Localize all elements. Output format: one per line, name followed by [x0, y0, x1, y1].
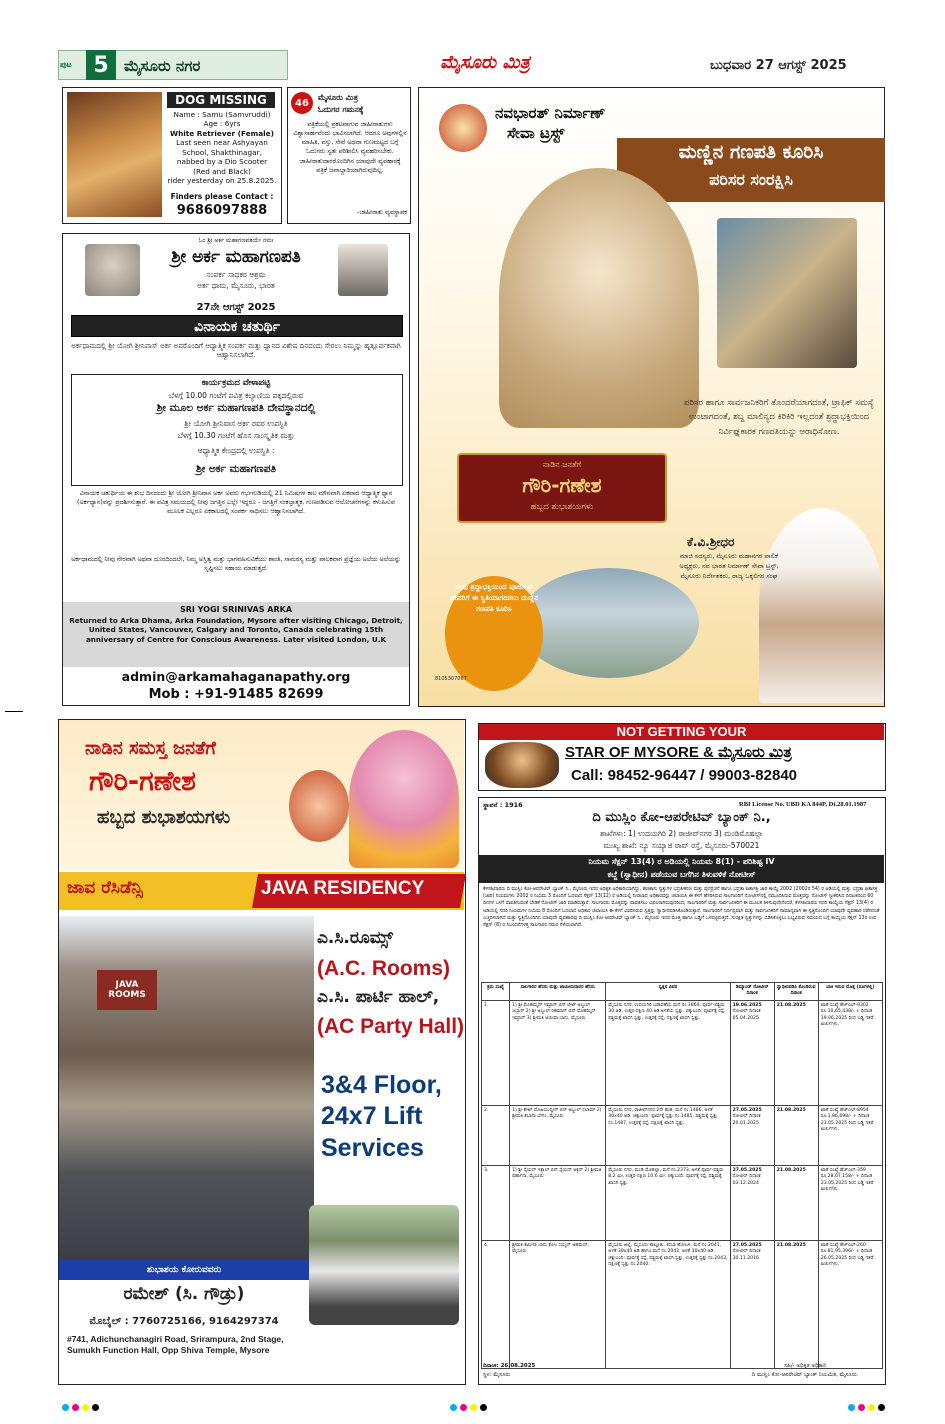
notice-date: 27.05.2025 — [732, 1107, 762, 1113]
bank-established: ಸ್ಥಾಪನೆ : 1916 — [483, 801, 523, 809]
arka-meditation-text: ವಿನಾಯಕ ಚತುರ್ಥಿಯ ಈ ಶುಭ ದಿನದಂದು ಶ್ರೀ ಯೋಗಿ ಶ್ರೀನಿವಾಸ ಅರ್ಕ ಅವರು ಗರ್ಭಗುಡಿಯಲ್ಲಿ 21 ನಿಮಿಷಗಳ ಕಾಲ ಮೌನವಾಗಿ ಏಕವಾದ ಆಧ್ಯಾತ್ಮಿಕ ಧ್ಯಾನ (ಅರ್ಕಧ್ಯಾನ)ವನ್ನು ಪ್ರದರ್ಶಿಸುತ್ತಾರೆ. ಈ ಪವಿತ್ರ ಸಮಯದಲ್ಲಿ ನೀವು ಜಗತ್ತಿನ ಎಲ್ಲೇ ಇದ್ದರೂ - ಜಗತ್ತಿಗೆ ಸಂಕಲ್ಪಾತ್ಮಕ, ಗುಣಪಡಿಸುವ ಆಲೋಚನೆಗಳನ್ನು ಕಳುಹಿಸುವ ಮೂಲಕ ಎಲ್ಲರೂ ಏಕಕಾಲದಲ್ಲಿ ಸಂಪರ್ಕ ಸಾಧಿಸಲು ಆಹ್ವಾನಿಸಲಾಗಿದೆ. — [77, 490, 395, 516]
owner-name: ರಮೇಶ್ (ಸಿ. ಗೌಡ್ರು) — [123, 1284, 245, 1304]
schedule-venue: ಶ್ರೀ ಮೂಲ ಅರ್ಕ ಮಹಾಗಣಪತಿ ದೇವಸ್ಥಾನದಲ್ಲಿ — [156, 402, 316, 414]
notice-date: ದಿನಾಂಕ: 26.08.2025 — [483, 1363, 536, 1369]
dog-missing-title: DOG MISSING — [167, 92, 275, 108]
property-cell: ಮೈಸೂರು ಜಿಲ್ಲೆ, ಮೈಸೂರು ತಾಲ್ಲೂಕು, ಕಸಬಾ ಹೋಬಳಿ, ಮನೆ ನಂ.2041, ಅಳತೆ 30x40 ಅಡಿ ಹಾಗೂ ಮನೆ ನಂ.2042, ಅಳತೆ 30x40 ಅಡಿ. ಚಕ್ಕುಬಂದಿ: ಪೂರ್ವಕ್ಕೆ ರಸ್ತೆ, ಪಶ್ಚಿಮಕ್ಕೆ ಖಾಸಗಿ ಸ್ವತ್ತು, ಉತ್ತರಕ್ಕೆ ಸ್ವತ್ತು ನಂ.2043, ದಕ್ಷಿಣಕ್ಕೆ ಸ್ವತ್ತು ನಂ.2040. — [606, 1240, 730, 1368]
registration-dots-center — [450, 1404, 487, 1411]
notice-title: ಕಬ್ಜೆ (ಸ್ವಾಧೀನ) ಪಡೆಯುವ ಬಗೆಗಿನ ತಿಳುವಳಿಕೆ ನೋಟೀಸ್ — [607, 870, 756, 879]
dog-detail-line: rider yesterday on 25.8.2025. — [167, 176, 277, 186]
col-notice-date: ಡಿಮ್ಯಾಂಡ್ ನೋಟೀಸ್ ದಿನಾಂಕ — [730, 983, 774, 1001]
notice-date-cell — [730, 1240, 774, 1368]
serial-cell: 3. — [482, 1165, 510, 1240]
owner-photo — [309, 1205, 459, 1325]
borrowers-table — [481, 982, 883, 1369]
schedule-line: ಬೆಳಗ್ಗೆ 10.00 ಗಂಟೆಗೆ ಪವಿತ್ರ ಕಲ್ಯಾಣಿಯ ಪಕ್ಕದಲ್ಲಿರುವ — [168, 391, 304, 400]
col-property: ಸ್ವತ್ತಿನ ವಿವರ — [606, 983, 730, 1001]
notice-title: ಓದುಗರ ಗಮನಕ್ಕೆ — [318, 105, 364, 114]
borrower-cell: 1) ಶ್ರೀ ಮೊಹಮ್ಮದ್ ಇಮ್ರಾನ್ ಬಿನ್ ಲೇಟ್ ಅಬ್ದುಲ್ ಜಬ್ಬಾರ್ 2) ಶ್ರೀ ಅಬ್ದುಲ್ ರಹಮಾನ್ ಬಿನ್ ಮೊಹಮ್ಮದ್ ಇಮ್ರಾನ್ 3) ಶ್ರೀಮತಿ ಆಯಿಷಾ ಬಾನು, ಮೈಸೂರು — [510, 1000, 606, 1105]
bio-name: SRI YOGI SRINIVAS ARKA — [179, 605, 293, 614]
eco-message: ಪರಿಸರ ಹಾಗೂ ಸಾರ್ವಜನಿಕರಿಗೆ ತೊಂದರೆಯಾಗದಂತೆ, ಟ್ರಾಫಿಕ್ ಸಮಸ್ಯೆ ಉಂಟಾಗದಂತೆ, ಶಬ್ದ ಮಾಲಿನ್ಯದ ಕಿರಿಕಿರಿ ಇಲ್ಲದಂತೆ ಶ್ರದ್ಧಾಭಕ್ತಿಯಿಂದ ನಿರ್ವಿಘ್ನಕಾರಕ ಗಣಪತಿಯನ್ನು ಆರಾಧಿಸೋಣ. — [684, 398, 874, 437]
notice-date: 19.06.2025 — [732, 1002, 762, 1008]
notice-signature: -ಜಾಹೀರಾತು ವ್ಯವಸ್ಥಾಪಕ — [357, 209, 407, 216]
black-dot — [92, 1404, 99, 1411]
owner-mobile: ಮೊಬೈಲ್ : 7760725166, 9164297374 — [89, 1316, 279, 1327]
amount-cell: ಖಾತೆ ಸಂಖ್ಯೆ ಹೆಚ್‌ಎಲ್-260 ರೂ.81,95,396/- + ದಿನಾಂಕ 26.05.2025 ರಿಂದ ಬಡ್ಡಿ ಇತರೆ ಖರ್ಚುಗಳು. — [818, 1240, 882, 1368]
table-row — [482, 1105, 883, 1165]
possession-date-cell: 21.08.2025 — [774, 1240, 818, 1368]
arka-location: ಅರ್ಕ ಧಾಮ, ಮೈಸೂರು, ಭಾರತ — [197, 281, 275, 290]
table-row — [482, 1240, 883, 1368]
table-row — [482, 1000, 883, 1105]
notice-brand: ಮೈಸೂರು ಮಿತ್ರ — [318, 93, 358, 102]
notice-sub: ನೋಟೀಸ್ ದಿನಾಂಕ 05.04.2025 — [732, 1009, 761, 1021]
issue-date: ಬುಧವಾರ 27 ಆಗಸ್ಟ್ 2025 — [710, 58, 847, 73]
wish-line-3: ಹಬ್ಬದ ಶುಭಾಶಯಗಳು — [530, 502, 594, 512]
magenta-dot — [460, 1404, 467, 1411]
party-hall-english: (AC Party Hall) — [317, 1015, 465, 1038]
notice-place: ಸ್ಥಳ: ಮೈಸೂರು — [483, 1372, 511, 1378]
schedule-line: ಆಧ್ಯಾತ್ಮಿಕ ಕೇಂದ್ರದಲ್ಲಿ ಉಪಸ್ಥಿತಿ : — [197, 446, 275, 455]
table-header-row — [482, 983, 883, 1001]
trust-logo-icon — [439, 104, 487, 152]
possession-date-cell: 21.08.2025 — [774, 1165, 818, 1240]
dog-photo — [67, 92, 162, 217]
notice-body: ಕೆಳಸಹಿದಾರರು ದಿ ಮುಸ್ಲಿಂ ಕೋ-ಆಪರೇಟಿವ್ ಬ್ಯಾಂಕ್ ನಿ., ಮೈಸೂರು ಇದರ ಅಧಿಕೃತ ಅಧಿಕಾರಿಯಾಗಿದ್ದು, ಹಣಕಾಸು ಸ್ವತ್ತುಗಳ ಭದ್ರತೀಕರಣ ಮತ್ತು ಪುನರ್ರಚನೆ ಹಾಗೂ ಭದ್ರತಾ ಹಿತಾಸಕ್ತಿ ಜಾರಿ ಕಾಯ್ದೆ 2002 (2002ರ 54) ರ ಅಡಿಯಲ್ಲಿ ಮತ್ತು ಭದ್ರತಾ ಹಿತಾಸಕ್ತಿ (ಜಾರಿ) ನಿಯಮಗಳು 2002 ರ ನಿಯಮ 3 ರೊಂದಿಗೆ ಓದಲಾದ ಸೆಕ್ಷನ್ 13(12) ರ ಅಡಿಯಲ್ಲಿ ನೀಡಲಾದ ಅಧಿಕಾರವನ್ನು ಚಲಾಯಿಸಿ ಈ ಕೆಳಗೆ ಹೆಸರಿಸಿರುವ ಸಾಲಗಾರರಿಗೆ ನೋಟೀಸ್‌ನಲ್ಲಿ ನಮೂದಿಸಿರುವ ಮೊತ್ತವನ್ನು ನೋಟೀಸ್ ಸ್ವೀಕರಿಸಿದ ದಿನಾಂಕದಿಂದ 60 ದಿನಗಳ ಒಳಗೆ ಪಾವತಿಸುವಂತೆ ಬೇಡಿಕೆ ನೋಟೀಸ್ ಜಾರಿ ಮಾಡಿರುತ್ತಾರೆ. ಸಾಲಗಾರರು ಮೊತ್ತವನ್ನು ಪಾವತಿಸಲು ವಿಫಲರಾಗಿರುವುದರಿಂದ, ಸಾಲಗಾರರಿಗೆ ಮತ್ತು ಸಾರ್ವಜನಿಕರಿಗೆ ಈ ಮೂಲಕ ತಿಳಿಸುವುದೇನೆಂದರೆ, ಕೆಳಸಹಿದಾರರು ಸದರಿ ಕಾಯ್ದೆಯ ಸೆಕ್ಷನ್ 13(4) ರ ಅಡಿಯಲ್ಲಿ ಸದರಿ ನಿಯಮಗಳ ನಿಯಮ 8 ರೊಂದಿಗೆ ಓದಲಾದ ಅಧಿಕಾರ ಚಲಾಯಿಸಿ ಈ ಕೆಳಗೆ ವಿವರಿಸಿರುವ ಸ್ವತ್ತನ್ನು ಸ್ವಾಧೀನಪಡಿಸಿಕೊಂಡಿರುತ್ತಾರೆ. ಸಾಲಗಾರರಿಗೆ ನಿರ್ದಿಷ್ಟವಾಗಿ ಮತ್ತು ಸಾರ್ವಜನಿಕರಿಗೆ ಸಾಮಾನ್ಯವಾಗಿ ಈ ಸ್ವತ್ತಿನೊಂದಿಗೆ ಯಾವುದೇ ವ್ಯವಹಾರ ನಡೆಸದಂತೆ ಎಚ್ಚರಿಸಲಾಗಿದೆ ಮತ್ತು ಸ್ವತ್ತಿನೊಂದಿಗಿನ ಯಾವುದೇ ವ್ಯವಹಾರವು ದಿ ಮುಸ್ಲಿಂ ಕೋ-ಆಪರೇಟಿವ್ ಬ್ಯಾಂಕ್ ನಿ., ಮೈಸೂರು ಇದರ ಮೊತ್ತ ಹಾಗೂ ಬಡ್ಡಿಗೆ ಒಳಪಟ್ಟಿರುತ್ತದೆ. ಸುರಕ್ಷಿತ ಸ್ವತ್ತುಗಳನ್ನು ಬಿಡಿಸಿಕೊಳ್ಳಲು ಲಭ್ಯವಿರುವ ಸಮಯದ ಬಗ್ಗೆ ಕಾಯ್ದೆಯ ಸೆಕ್ಷನ್ 13ರ ಉಪ ಸೆಕ್ಷನ್ (8) ರ ನಿಬಂಧನೆಗಳತ್ತ ಸಾಲಗಾರರ ಗಮನ ಸೆಳೆಯಲಾಗಿದೆ. — [483, 887, 880, 928]
notice-sub: ನೋಟೀಸ್ ದಿನಾಂಕ 03.12.2024 — [732, 1174, 761, 1186]
possession-date-cell: 21.08.2025 — [774, 1105, 818, 1165]
bank-address: ಮುಖ್ಯ ಶಾಖೆ: ನ್ಯೂ ಸಯ್ಯಾಜಿ ರಾವ್ ರಸ್ತೆ, ಮೈಸೂರು-570021 — [603, 841, 760, 850]
amount-cell: ಖಾತೆ ಸಂಖ್ಯೆ ಹೆಚ್‌ಎಲ್-9302 ರೂ.10,65,438/- + ದಿನಾಂಕ 19.06.2025 ರಿಂದ ಬಡ್ಡಿ ಇತರೆ ಖರ್ಚುಗಳು. — [818, 1000, 882, 1105]
property-cell: ಮೈಸೂರು ನಗರ, ಉದಯಗಿರಿ ಬಡಾವಣೆಯ ಮನೆ ನಂ.3864, ಪೂರ್ವ-ಪಶ್ಚಿಮ 30 ಅಡಿ, ಉತ್ತರ-ದಕ್ಷಿಣ 40 ಅಡಿ ಅಳತೆಯ ಸ್ವತ್ತು. ಚಕ್ಕುಬಂದಿ: ಪೂರ್ವಕ್ಕೆ ರಸ್ತೆ, ಪಶ್ಚಿಮಕ್ಕೆ ಖಾಸಗಿ ಸ್ವತ್ತು, ಉತ್ತರಕ್ಕೆ ರಸ್ತೆ, ದಕ್ಷಿಣಕ್ಕೆ ಖಾಸಗಿ ಸ್ವತ್ತು. — [606, 1000, 730, 1105]
masthead-logo: ಮೈಸೂರು ಮಿತ್ರ — [440, 52, 530, 73]
col-possession-date: ಸ್ವಾಧೀನಪಡಿಸಿ ಕೊಂಡಿರುವ ದಿನಾಂಕ — [774, 983, 818, 1001]
serial-cell: 2. — [482, 1105, 510, 1165]
schedule-venue: ಶ್ರೀ ಅರ್ಕ ಮಹಾಗಣಪತಿ — [195, 463, 277, 475]
gowri-image — [289, 770, 349, 842]
wish-line-2: ಗೌರಿ-ಗಣೇಶ — [522, 473, 602, 497]
notice-date: 27.05.2025 — [732, 1242, 762, 1248]
property-cell: ಮೈಸೂರು ನಗರ, ಮಂಡಿ ಮೊಹಲ್ಲಾ, ಮನೆ ನಂ.2373, ಅಳತೆ ಪೂರ್ವ-ಪಶ್ಚಿಮ 8.2 ಮೀ, ಉತ್ತರ-ದಕ್ಷಿಣ 10.6 ಮೀ. ಚಕ್ಕುಬಂದಿ: ಪೂರ್ವಕ್ಕೆ ರಸ್ತೆ, ಪಶ್ಚಿಮಕ್ಕೆ ಖಾಸಗಿ ಸ್ವತ್ತು. — [606, 1165, 730, 1240]
amount-cell: ಖಾತೆ ಸಂಖ್ಯೆ ಹೆಚ್‌ಎಲ್-359 ರೂ.28,07,158/- + ದಿನಾಂಕ 23.05.2025 ರಿಂದ ಬಡ್ಡಿ ಇತರೆ ಖರ್ಚುಗಳು. — [818, 1165, 882, 1240]
col-serial: ಕ್ರಮ ಸಂಖ್ಯೆ — [482, 983, 510, 1001]
readers-notice — [287, 87, 411, 224]
brand-name-english: JAVA RESIDENCY — [261, 878, 425, 899]
arka-mahaganapathi-ad — [62, 233, 410, 706]
dog-name-line: Name : Samu (Samvruddi) — [173, 110, 271, 119]
greeting-from-bar: ಶುಭಾಶಯ ಕೋರುವವರು — [59, 1260, 309, 1280]
arka-participation-text: ಅರ್ಕಧಾಮದಲ್ಲಿ ನೀವು ನೇರವಾಗಿ ಅಥವಾ ದೂರದಿಂದಲೇ, ನಿಮ್ಮ ಅಸ್ತಿತ್ವ ಮತ್ತು ಭಾಗವಹಿಸುವಿಕೆಯು ಶಾಂತಿ, ಸಾಮರಸ್ಯ ಮತ್ತು ಪಾಲಕವಾಗ ಪ್ರಜ್ಞೆಯ ಅಲೆಯ ಅಲೆಯನ್ನು ಸೃಷ್ಟಿಸಲು ಸಹಾಯ ಮಾಡುತ್ತದೆ. — [71, 556, 401, 573]
bubble-text: ನಾವು ಶ್ರದ್ಧಾಭಕ್ತಿಯಿಂದ ಪೂಜಿಸುವ ದೇವರಿಗೆ ಈ ಸ್ಥಿತಿಯಾಗದಿರಲು ಮಣ್ಣಿನ ಗಣಪತಿ ಕೂರಿಸಿ — [449, 582, 539, 613]
arka-mobile: Mob : +91-91485 82699 — [148, 687, 324, 702]
leader-portrait — [759, 508, 884, 703]
dog-finders-label: Finders please Contact : — [170, 192, 274, 201]
dog-detail-line: School, Shakthinagar, — [182, 147, 262, 157]
arka-blessing: ಓಂ ಶ್ರೀ ಅರ್ಕ ಮಹಾಗಣಪತಯೇ ನಮಃ — [198, 237, 274, 244]
leader-role: ಮಾಜಿ ಸದಸ್ಯರು, ಮೈಸೂರು ಮಹಾನಗರ ಪಾಲಿಕೆ ಅಧ್ಯಕ್ಷರು, ನವ ಭಾರತ ನಿರ್ಮಾಣ್ ಸೇವಾ ಟ್ರಸ್ಟ್, ಮೈಸೂರು ನಿರ್ದೇಶಕರು, ರಾಜ್ಯ ಒಕ್ಕಲಿಗರ ಸಂಘ — [679, 552, 779, 580]
bank-license: RBI License No. UBD KA 844P, Dt.28.01.1987 — [739, 801, 867, 808]
bank-possession-notice — [478, 797, 886, 1385]
leader-name: ಕೆ.ವಿ.ಶ್ರೀಧರ — [687, 535, 735, 549]
rooms-signboard: JAVA ROOMS — [97, 970, 157, 1010]
anniversary-badge: 46 — [291, 92, 313, 114]
dog-details — [167, 110, 277, 186]
section-name: ಮೈಸೂರು ನಗರ — [124, 57, 201, 75]
event-photo — [717, 218, 857, 368]
col-borrower: ಸಾಲಗಾರರ ಹೆಸರು ಮತ್ತು ಜಾಮೀನುದಾರರ ಹೆಸರು — [510, 983, 606, 1001]
notice-date: 27.05.2025 — [732, 1167, 762, 1173]
serial-cell: 4. — [482, 1240, 510, 1368]
headline-line-2: ಪರಿಸರ ಸಂರಕ್ಷಿಸಿ — [709, 170, 793, 189]
registration-dots-right — [848, 1404, 885, 1411]
amount-cell: ಖಾತೆ ಸಂಖ್ಯೆ ಹೆಚ್‌ಎಲ್-8954 ರೂ.1,86,698/- + ದಿನಾಂಕ 23.05.2025 ರಿಂದ ಬಡ್ಡಿ ಇತರೆ ಖರ್ಚುಗಳು. — [818, 1105, 882, 1165]
navabharat-trust-ad — [418, 87, 885, 707]
cyan-dot — [848, 1404, 855, 1411]
magenta-dot — [858, 1404, 865, 1411]
black-dot — [878, 1404, 885, 1411]
possession-date-cell: 21.08.2025 — [774, 1000, 818, 1105]
ac-rooms-english: (A.C. Rooms) — [317, 957, 450, 980]
party-hall-kannada: ಎ.ಸಿ. ಪಾರ್ಟಿ ಹಾಲ್, — [317, 987, 440, 1007]
java-residency-ad — [58, 719, 466, 1385]
hotel-building-photo — [59, 916, 314, 1261]
bio-text: Returned to Arka Dhama, Arka Foundation, Mysore after visiting Chicago, Detroit, United States, Vancouver, Calgary and Toronto, Canada celebrating 15th anniversary of Centre for Conscious Awareness. Later visited London, U.K — [69, 616, 403, 644]
property-cell: ಮೈಸೂರು ನಗರ, ರಾಜೀವ್‌ನಗರ 2ನೇ ಹಂತ, ಮನೆ ನಂ.1486, ಅಳತೆ 30x40 ಅಡಿ. ಚಕ್ಕುಬಂದಿ: ಪೂರ್ವಕ್ಕೆ ಸ್ವತ್ತು ನಂ.1485, ಪಶ್ಚಿಮಕ್ಕೆ ಸ್ವತ್ತು ನಂ.1487, ಉತ್ತರಕ್ಕೆ ರಸ್ತೆ, ದಕ್ಷಿಣಕ್ಕೆ ಖಾಸಗಿ ಸ್ವತ್ತು. — [606, 1105, 730, 1165]
arka-subtitle: ಸಂಪರ್ಕ ಸಾಧಕರ ಆಶ್ರಮ — [206, 270, 266, 279]
black-dot — [480, 1404, 487, 1411]
greeting-line-3: ಹಬ್ಬದ ಶುಭಾಶಯಗಳು — [97, 807, 231, 828]
page-word: ಪುಟ — [60, 60, 72, 69]
borrower-cell: 1) ಶ್ರೀ ಶೇಖ್ ಮೊಹಿಯುದ್ದೀನ್ ಬಿನ್ ಅಬ್ದುಲ್ ಸಲಾಮ್ 2) ಶ್ರೀಮತಿ ಶಬಾನಾ ಬೇಗಂ, ಮೈಸೂರು — [510, 1105, 606, 1165]
bank-branches: ಶಾಖೆಗಳು: 1) ಉದಯಗಿರಿ 2) ರಾಜೀವ್‌ನಗರ 3) ಮಂಡಿಮೊಹಲ್ಲಾ — [600, 829, 763, 838]
serial-cell: 1. — [482, 1000, 510, 1105]
schedule-line: ಬೆಳಗ್ಗೆ 10.30 ಗಂಟೆಗೆ ಹೊಸ ಸಾಂಸ್ಕೃತಿಕ ಮತ್ತು — [177, 431, 295, 440]
greeting-line-2: ಗೌರಿ-ಗಣೇಶ — [89, 766, 196, 797]
dog-missing-ad — [62, 87, 282, 224]
bank-name: ದಿ ಮುಸ್ಲಿಂ ಕೋ-ಆಪರೇಟಿವ್ ಬ್ಯಾಂಕ್ ನಿ., — [592, 810, 771, 825]
col-amount: ಬಾಕಿ ಇರುವ ಮೊತ್ತ (ರೂಗಳಲ್ಲಿ) — [818, 983, 882, 1001]
cyan-dot — [450, 1404, 457, 1411]
dog-age-line: Age : 6yrs — [203, 119, 241, 129]
schedule-line: ಶ್ರೀ ಯೋಗಿ ಶ್ರೀನಿವಾಸ ಅರ್ಕ ರವರ ಉಪಸ್ಥಿತಿ — [184, 419, 288, 428]
dog-detail-line: (Red and Black) — [193, 166, 251, 176]
table-row — [482, 1165, 883, 1240]
arka-title: ಶ್ರೀ ಅರ್ಕ ಮಹಾಗಣಪತಿ — [171, 247, 301, 267]
som-call-numbers: Call: 98452-96447 / 99003-82840 — [571, 767, 798, 784]
notice-date-cell — [730, 1165, 774, 1240]
ganesha-image — [349, 730, 459, 868]
dog-breed-line: White Retriever (Female) — [170, 128, 274, 138]
yellow-dot — [868, 1404, 875, 1411]
floor-lift-services: 3&4 Floor, 24x7 Lift Services — [321, 1071, 442, 1162]
arka-date: 27ನೇ ಆಗಸ್ಟ್ 2025 — [196, 302, 276, 313]
notice-sub: ನೋಟೀಸ್ ದಿನಾಂಕ 20.01.2025 — [732, 1114, 761, 1126]
mascot-icon — [485, 742, 559, 788]
brand-name-kannada: ಜಾವ ರೆಸಿಡೆನ್ಸಿ — [67, 878, 143, 898]
som-banner: NOT GETTING YOUR — [479, 724, 884, 740]
festival-banner: ವಿನಾಯಕ ಚತುರ್ಥಿ — [71, 315, 403, 337]
yellow-dot — [470, 1404, 477, 1411]
magenta-dot — [72, 1404, 79, 1411]
borrower-cell: 1) ಶ್ರೀ ಸೈಯದ್ ಇಕ್ಬಾಲ್ ಬಿನ್ ಸೈಯದ್ ಅಕ್ಬರ್ 2) ಶ್ರೀಮತಿ ಫರ್ಹಾನಾ, ಮೈಸೂರು — [510, 1165, 606, 1240]
borrower-cell: ಶ್ರೀಮತಿ ಶಮೀನಾ ಬಾನು ಕೋಂ ಸಯ್ಯದ್ ಅಹಮದ್, ಮೈಸೂರು — [510, 1240, 606, 1368]
notice-text: ಪತ್ರಿಕೆಯಲ್ಲಿ ಪ್ರಕಟವಾಗುವ ಜಾಹೀರಾತುಗಳು ವಿಶ್ವಾಸಾರ್ಹವೆಂದು ಭಾವಿಸಲಾಗಿದೆ. ಆದರೂ ಅವುಗಳಲ್ಲಿನ ಮಾಹಿತಿ, ವಸ್ತು, ಸೇವೆ ಅಥವಾ ಗುಣಮಟ್ಟದ ಬಗ್ಗೆ ಓದುಗರು ಸ್ವತಃ ಪರಿಶೀಲಿಸಿ ವ್ಯವಹರಿಸಬೇಕು. ಜಾಹೀರಾತುದಾರರೊಂದಿಗಿನ ಯಾವುದೇ ವ್ಯವಹಾರಕ್ಕೆ ಪತ್ರಿಕೆ ಜವಾಬ್ದಾರಿಯಾಗಿರುವುದಿಲ್ಲ. — [293, 121, 407, 174]
arka-email: admin@arkamahaganapathy.org — [121, 669, 351, 684]
bank-signature: ದಿ ಮುಸ್ಲಿಂ ಕೋ-ಆಪರೇಟಿವ್ ಬ್ಯಾಂಕ್ ನಿಯಮಿತ, ಮೈಸೂರು. — [751, 1372, 859, 1378]
notice-sub: ನೋಟೀಸ್ ದಿನಾಂಕ 30.11.2016 — [732, 1249, 761, 1261]
notice-date-cell — [730, 1105, 774, 1165]
authorised-officer: ಸಹಿ/- ಅಧಿಕೃತ ಅಧಿಕಾರಿ — [784, 1363, 826, 1369]
designer-mark: 8105307067 — [435, 676, 467, 682]
ac-rooms-kannada: ಎ.ಸಿ.ರೂಮ್ಸ್ — [317, 928, 394, 948]
cyan-dot — [62, 1404, 69, 1411]
arka-invitation-text: ಅರ್ಕಧಾಮದಲ್ಲಿ ಶ್ರೀ ಯೋಗಿ ಶ್ರೀನಿವಾಸ್ ಅರ್ಕ ಅವರೊಂದಿಗೆ ಆಧ್ಯಾತ್ಮಿಕ ಸಂಪರ್ಕ ಮತ್ತು ಧ್ಯಾನದ ವಿಶೇಷ ದಿನದಂದು ಸೇರಲು ನಿಮ್ಮನ್ನು ಹೃತ್ಪೂರ್ವಕವಾಗಿ ಆಹ್ವಾನಿಸಲಾಗಿದೆ. — [71, 342, 401, 360]
notice-date-cell — [730, 1000, 774, 1105]
trust-name-sub: ಸೇವಾ ಟ್ರಸ್ಟ್ — [507, 124, 565, 142]
dog-contact-phone: 9686097888 — [176, 203, 268, 218]
hotel-address: #741, Adichunchanagiri Road, Srirampura, 2nd Stage, Sumukh Function Hall, Opp Shiva Temple, Mysore — [67, 1334, 284, 1356]
dog-detail-line: nabbed by a Dio Scooter — [176, 157, 268, 167]
dog-detail-line: Last seen near Ashyayan — [176, 138, 268, 148]
crop-mark — [5, 711, 23, 712]
som-papers: STAR OF MYSORE & ಮೈಸೂರು ಮಿತ್ರ — [565, 744, 792, 761]
greeting-line-1: ನಾಡಿನ ಸಮಸ್ತ ಜನತೆಗೆ — [85, 738, 216, 759]
page-number: 5 — [86, 50, 116, 80]
clay-ganesha-image — [499, 168, 699, 428]
immersion-photo — [519, 568, 699, 678]
star-of-mysore-ad — [478, 723, 886, 791]
registration-dots-left — [62, 1404, 99, 1411]
wish-line-1: ನಾಡಿನ ಜನತೆಗೆ — [542, 460, 582, 469]
headline-line-1: ಮಣ್ಣಿನ ಗಣಪತಿ ಕೂರಿಸಿ — [678, 141, 824, 163]
schedule-title: ಕಾರ್ಯಕ್ರಮದ ವೇಳಾಪಟ್ಟಿ — [201, 378, 271, 388]
trust-name: ನವಭಾರತ್ ನಿರ್ಮಾಣ್ — [495, 104, 606, 122]
yellow-dot — [82, 1404, 89, 1411]
notice-rule: ನಿಯಮ ಸೆಕ್ಷನ್ 13(4) ರ ಅಡಿಯಲ್ಲಿ ನಿಯಮ 8(1) - ಪರಿಶಿಷ್ಟ IV — [588, 857, 775, 866]
